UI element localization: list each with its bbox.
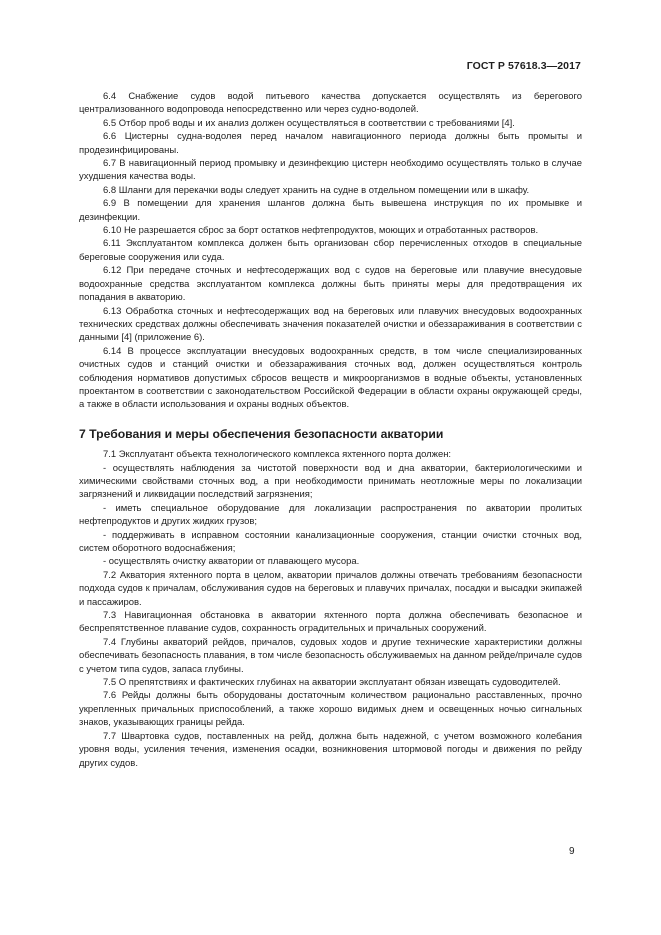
paragraph-7-7: 7.7 Швартовка судов, поставленных на рейд, должна быть надежной, с учетом возможного колебания уровня воды, усиления течения, изменения осадки, возникновения штормовой погоды и движения по рейду других судов. (79, 730, 582, 769)
paragraph-6-8: 6.8 Шланги для перекачки воды следует хранить на судне в отдельном помещении или в шкафу. (103, 184, 530, 196)
paragraph-7-2: 7.2 Акватория яхтенного порта в целом, акватории причалов должны отвечать требованиям безопасности подхода судов к причалам, обслуживания судов на береговых и плавучих причалах, посадки и высадки экипажей и пассажиров. (79, 569, 582, 608)
paragraph-7-4: 7.4 Глубины акваторий рейдов, причалов, судовых ходов и другие технические характеристики должны обеспечивать безопасность плавания, в том числе безопасность обслуживаемых на данном рейде/причале судов с учетом типа судов, запаса глубины. (79, 636, 582, 675)
paragraph-6-7: 6.7 В навигационный период промывку и дезинфекцию цистерн необходимо осуществлять только в случае ухудшения качества воды. (79, 158, 582, 183)
paragraph-6-6: 6.6 Цистерны судна-водолея перед началом навигационного периода должны быть промыты и продезинфицированы. (79, 131, 582, 156)
section-title: 7 Требования и меры обеспечения безопасности акватории (79, 426, 444, 441)
paragraph-7-6: 7.6 Рейды должны быть оборудованы достаточным количеством рационально расставленных, прочно укрепленных причальных приспособлений, а также хорошо видимых днем и освещенных ночью сигнальных знаков, указывающих границы рейда. (79, 690, 582, 729)
paragraph-7-5: 7.5 О препятствиях и фактических глубинах на акватории эксплуатант обязан извещать судоводителей. (103, 677, 561, 689)
paragraph-6-10: 6.10 Не разрешается сброс за борт остатков нефтепродуктов, моющих и отработанных растворов. (103, 225, 539, 237)
paragraph-6-4: 6.4 Снабжение судов водой питьевого качества допускается осуществлять из берегового централизованного водопровода непосредственно или через судно-водолей. (79, 91, 582, 116)
paragraph-6-13: 6.13 Обработка сточных и нефтесодержащих вод на береговых или плавучих внесудовых водоохранных технических средствах должны обеспечивать значения показателей очистки и обеззараживания в соответствии с данными [4] (приложение 6). (79, 305, 582, 344)
standard-header: ГОСТ Р 57618.3—2017 (466, 60, 581, 72)
paragraph-6-9: 6.9 В помещении для хранения шлангов должна быть вывешена инструкция по их промывке и дезинфекции. (79, 198, 582, 223)
paragraph-7-1: 7.1 Эксплуатант объекта технологического комплекса яхтенного порта должен: (103, 449, 452, 461)
paragraph-6-14: 6.14 В процессе эксплуатации внесудовых водоохранных средств, в том числе специализированных очистных судов и станций очистки и обеззараживания сточных вод, должен осуществляться контроль соблюдения нормативов допустимых сбросов веществ и микроорганизмов в водные объекты, установленных проектантом в соответствии с законодательством Российской Федерации в области охраны окружающей среды, а также в области использования и охраны водных объектов. (79, 345, 582, 411)
list-item: - иметь специальное оборудование для локализации распространения по акватории пролитых нефтепродуктов и других жидких грузов; (79, 502, 582, 528)
list-item: - поддерживать в исправном состоянии канализационные сооружения, станции очистки сточных вод, систем оборотного водоснабжения; (79, 529, 582, 554)
paragraph-6-12: 6.12 При передаче сточных и нефтесодержащих вод с судов на береговые или плавучие внесудовые водоохранные средства эксплуатантом комплекса должны быть приняты меры для предотвращения их попадания в акваторию. (79, 265, 582, 304)
list-item: - осуществлять очистку акватории от плавающего мусора. (103, 556, 360, 568)
document-body (79, 90, 582, 770)
paragraph-7-3: 7.3 Навигационная обстановка в акватории яхтенного порта должна обеспечивать безопасное и беспрепятственное плавание судов, сохранность оградительных и причальных сооружений. (79, 610, 582, 635)
list-item: - осуществлять наблюдения за чистотой поверхности вод и дна акватории, бактериологическими и химическими свойствами сточных вод, а при необходимости принимать неотложные меры по локализации загрязнений и ликвидации последствий загрязнения; (79, 462, 582, 501)
page-number: 9 (569, 846, 575, 857)
paragraph-6-11: 6.11 Эксплуатантом комплекса должен быть организован сбор перечисленных отходов в специальные береговые сооружения или суда. (79, 238, 582, 263)
paragraph-6-5: 6.5 Отбор проб воды и их анализ должен осуществляться в соответствии с требованиями [4]. (103, 117, 515, 129)
